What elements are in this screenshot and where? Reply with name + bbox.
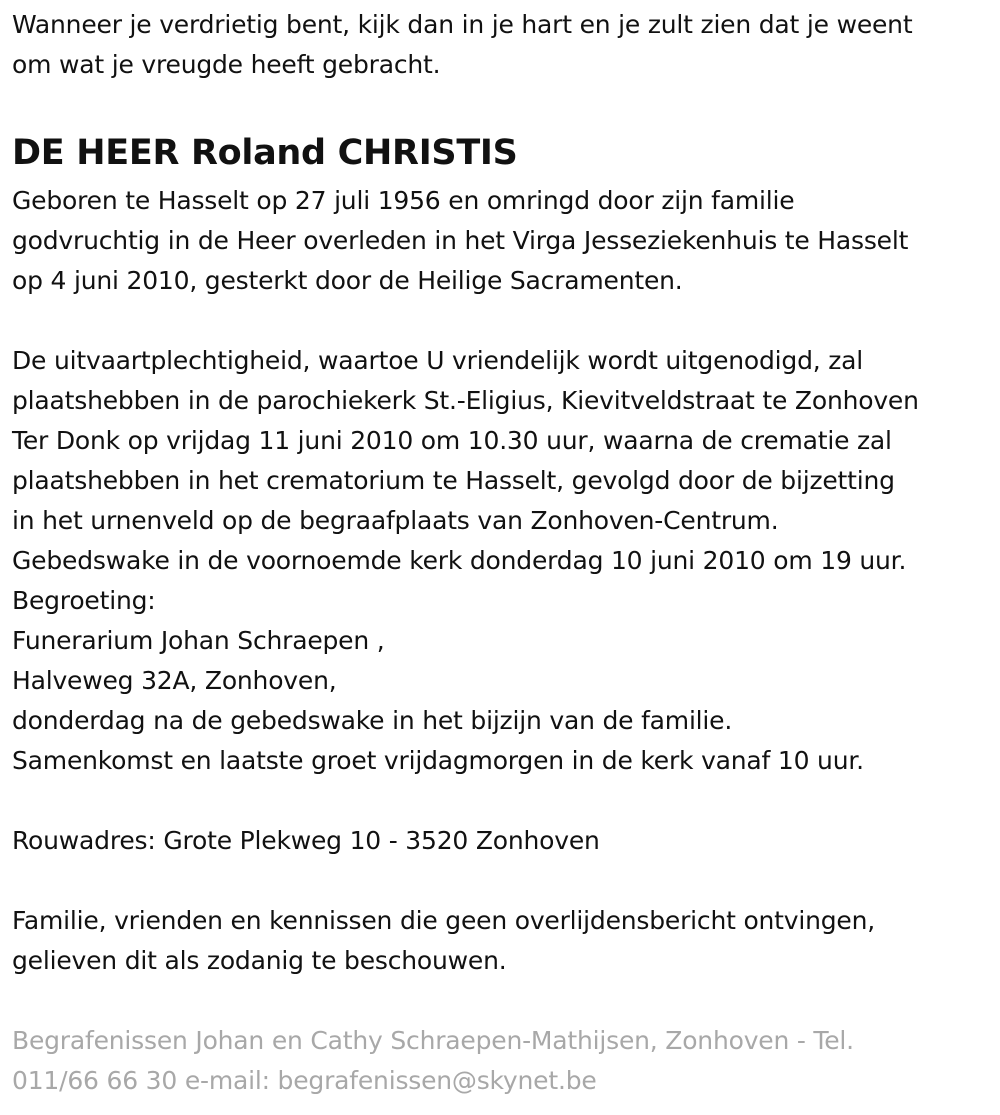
footer-line: 011/66 66 30 e-mail: begrafenissen@skynet.be	[12, 1066, 597, 1095]
quote-line: Wanneer je verdrietig bent, kijk dan in je hart en je zult zien dat je weent	[12, 10, 913, 39]
paragraph-line: Gebedswake in de voornoemde kerk donderdag 10 juni 2010 om 19 uur.	[12, 546, 907, 575]
notice-paragraph	[12, 901, 988, 981]
funeral-home-footer	[12, 1021, 988, 1101]
paragraph-line: gelieven dit als zodanig te beschouwen.	[12, 946, 507, 975]
footer-line: Begrafenissen Johan en Cathy Schraepen-Mathijsen, Zonhoven - Tel.	[12, 1026, 854, 1055]
paragraph-line: Geboren te Hasselt op 27 juli 1956 en omringd door zijn familie	[12, 186, 795, 215]
ceremony-paragraph	[12, 341, 988, 781]
deceased-name-title: DE HEER Roland CHRISTIS	[12, 133, 518, 173]
spacer	[12, 981, 988, 1021]
paragraph-line: Begroeting:	[12, 586, 156, 615]
paragraph-line: op 4 juni 2010, gesterkt door de Heilige Sacramenten.	[12, 266, 683, 295]
paragraph-line: godvruchtig in de Heer overleden in het Virga Jesseziekenhuis te Hasselt	[12, 226, 909, 255]
spacer	[12, 301, 988, 341]
paragraph-line: De uitvaartplechtigheid, waartoe U vriendelijk wordt uitgenodigd, zal	[12, 346, 864, 375]
birth-death-paragraph	[12, 181, 988, 301]
paragraph-line: plaatshebben in de parochiekerk St.-Eligius, Kievitveldstraat te Zonhoven	[12, 386, 919, 415]
opening-quote	[12, 5, 988, 85]
paragraph-line: donderdag na de gebedswake in het bijzijn van de familie.	[12, 706, 733, 735]
mourning-address: Rouwadres: Grote Plekweg 10 - 3520 Zonhoven	[12, 826, 600, 855]
spacer	[12, 861, 988, 901]
spacer	[12, 781, 988, 821]
paragraph-line: Samenkomst en laatste groet vrijdagmorgen in de kerk vanaf 10 uur.	[12, 746, 864, 775]
paragraph-line: plaatshebben in het crematorium te Hasselt, gevolgd door de bijzetting	[12, 466, 895, 495]
quote-line: om wat je vreugde heeft gebracht.	[12, 50, 441, 79]
paragraph-line: Halveweg 32A, Zonhoven,	[12, 666, 337, 695]
paragraph-line: Ter Donk op vrijdag 11 juni 2010 om 10.30 uur, waarna de crematie zal	[12, 426, 892, 455]
paragraph-line: Funerarium Johan Schraepen ,	[12, 626, 385, 655]
paragraph-line: in het urnenveld op de begraafplaats van Zonhoven-Centrum.	[12, 506, 779, 535]
obituary-page	[0, 5, 1000, 1115]
paragraph-line: Familie, vrienden en kennissen die geen overlijdensbericht ontvingen,	[12, 906, 876, 935]
